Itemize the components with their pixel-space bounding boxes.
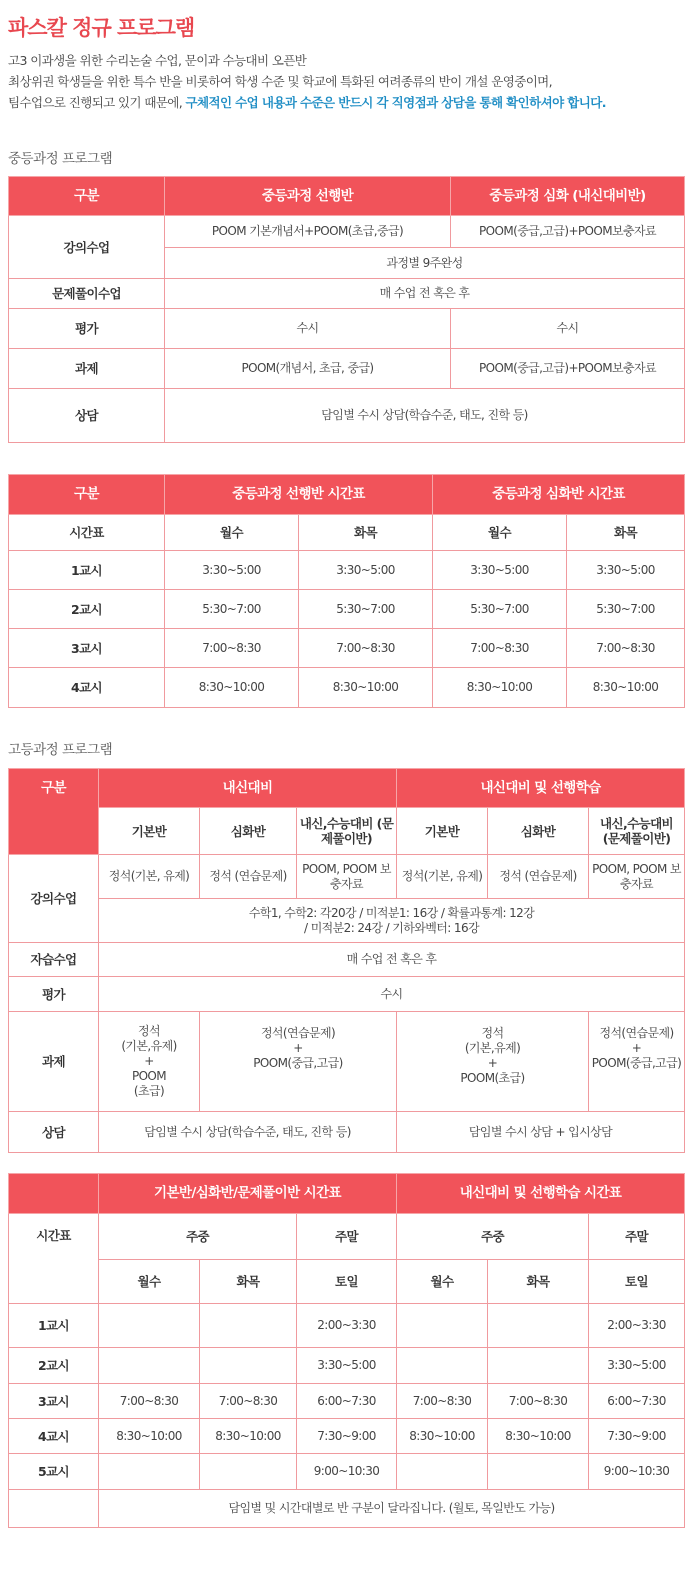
day-header: 화목: [200, 1260, 297, 1304]
period-label: 5교시: [9, 1454, 99, 1490]
cell-lecture-deep: POOM(중급,고급)+POOM보충자료: [451, 216, 685, 248]
time-cell: 7:30~9:00: [297, 1419, 397, 1454]
header-category: 구분: [9, 177, 165, 216]
hw-line: +: [293, 1041, 303, 1055]
weekend-header: 주말: [297, 1214, 397, 1260]
weekend-header: 주말: [589, 1214, 685, 1260]
cell-lecture-common: [99, 899, 685, 943]
cell-self-study: 매 수업 전 혹은 후: [99, 943, 685, 977]
intro-line-1: 고3 이과생을 위한 수리논술 수업, 문이과 수능대비 오픈반: [8, 53, 307, 68]
row-label-problem: 문제풀이수업: [9, 279, 165, 309]
time-cell: 7:00~8:30: [567, 629, 685, 668]
time-cell: 7:00~8:30: [488, 1384, 589, 1419]
time-cell: [99, 1304, 200, 1348]
time-cell: 7:30~9:00: [589, 1419, 685, 1454]
time-cell: 7:00~8:30: [299, 629, 433, 668]
cell-homework-2: [200, 1012, 397, 1112]
period-label: 1교시: [9, 551, 165, 590]
day-header: 월수: [165, 515, 299, 551]
table-row: [9, 1454, 685, 1490]
row-label-schedule: 시간표: [9, 1214, 99, 1304]
cell-eval-deep: 수시: [451, 309, 685, 349]
time-cell: [397, 1304, 488, 1348]
time-cell: 3:30~5:00: [589, 1348, 685, 1384]
time-cell: [200, 1304, 297, 1348]
high-program-table: [8, 768, 685, 1153]
time-cell: 9:00~10:30: [297, 1454, 397, 1490]
weekday-header: 주중: [99, 1214, 297, 1260]
day-header: 화목: [567, 515, 685, 551]
time-cell: 3:30~5:00: [567, 551, 685, 590]
hw-line: 정석: [138, 1024, 160, 1038]
period-label: 2교시: [9, 1348, 99, 1384]
row-label-lecture: 강의수업: [9, 216, 165, 279]
cell-homework-advance: POOM(개념서, 초급, 중급): [165, 349, 451, 389]
time-cell: [99, 1454, 200, 1490]
time-cell: 8:30~10:00: [433, 668, 567, 708]
row-label-schedule: 시간표: [9, 515, 165, 551]
time-cell: [200, 1348, 297, 1384]
table-row: [9, 1384, 685, 1419]
time-cell: 5:30~7:00: [299, 590, 433, 629]
hw-line: POOM: [131, 1069, 167, 1083]
intro-highlight: 구체적인 수업 내용과 수준은 반드시 각 직영점과 상담을 통해 확인하셔야 합니다.: [185, 95, 606, 110]
cell-lecture: 정석(기본, 유제): [397, 855, 488, 899]
row-label-consult: 상담: [9, 389, 165, 443]
weekday-header: 주중: [397, 1214, 589, 1260]
period-label: 4교시: [9, 1419, 99, 1454]
sub-header-basic: 기본반: [397, 808, 488, 855]
row-label-homework: 과제: [9, 349, 165, 389]
intro-line-2: 최상위권 학생들을 위한 특수 반을 비롯하여 학생 수준 및 학교에 특화된 여려종류의 반이 개설 운영중이며,: [8, 74, 553, 89]
header-middle-advance-schedule: 중등과정 선행반 시간표: [165, 475, 433, 515]
table-row: [9, 1304, 685, 1348]
cell-lecture-advance: POOM 기본개념서+POOM(초급,중급): [165, 216, 451, 248]
intro-line-3: [8, 92, 698, 113]
time-cell: [397, 1348, 488, 1384]
intro-line-3-text: 팀수업으로 진행되고 있기 때문에,: [8, 95, 186, 110]
time-cell: 3:30~5:00: [433, 551, 567, 590]
time-cell: 6:00~7:30: [297, 1384, 397, 1419]
time-cell: 7:00~8:30: [200, 1384, 297, 1419]
time-cell: 8:30~10:00: [488, 1419, 589, 1454]
header-middle-deep-schedule: 중등과정 심화반 시간표: [433, 475, 685, 515]
middle-section-title: 중등과정 프로그램: [8, 151, 113, 167]
time-cell: [397, 1454, 488, 1490]
row-label-homework: 과제: [9, 1012, 99, 1112]
header-middle-advance: 중등과정 선행반: [165, 177, 451, 216]
hw-line: 정석: [481, 1026, 504, 1040]
time-cell: 8:30~10:00: [165, 668, 299, 708]
hw-line: (기본,유제): [121, 1039, 177, 1053]
cell-eval: 수시: [99, 977, 685, 1012]
time-cell: 7:00~8:30: [99, 1384, 200, 1419]
time-cell: [488, 1304, 589, 1348]
cell-homework-deep: POOM(중급,고급)+POOM보충자료: [451, 349, 685, 389]
time-cell: [200, 1454, 297, 1490]
cell-consult-a: 담임별 수시 상담(학습수준, 태도, 진학 등): [99, 1112, 397, 1153]
lecture-common-line-1: 수학1, 수학2: 각20강 / 미적분1: 16강 / 확률과통계: 12강: [248, 905, 535, 920]
day-header: 화목: [488, 1260, 589, 1304]
table-row: [9, 1419, 685, 1454]
sub-header-problem: 내신,수능대비 (문제풀이반): [297, 808, 397, 855]
cell-eval-advance: 수시: [165, 309, 451, 349]
sub-header-basic: 기본반: [99, 808, 200, 855]
row-label-self-study: 자습수업: [9, 943, 99, 977]
header-naesin-advance: 내신대비 및 선행학습: [397, 769, 685, 808]
time-cell: 5:30~7:00: [567, 590, 685, 629]
sub-header-deep: 심화반: [200, 808, 297, 855]
row-label-lecture: 강의수업: [9, 855, 99, 943]
cell-lecture: 정석 (연습문제): [488, 855, 589, 899]
hw-line: POOM(중급,고급): [253, 1056, 343, 1070]
table-row: [9, 551, 685, 590]
sub-header-deep: 심화반: [488, 808, 589, 855]
row-label-eval: 평가: [9, 977, 99, 1012]
hw-line: +: [487, 1056, 498, 1070]
time-cell: 3:30~5:00: [297, 1348, 397, 1384]
hw-line: 정석(연습문제): [599, 1026, 674, 1040]
hw-line: 정석(연습문제): [260, 1026, 336, 1040]
time-cell: 8:30~10:00: [567, 668, 685, 708]
cell-consult: 담임별 수시 상담(학습수준, 태도, 진학 등): [165, 389, 685, 443]
note-empty: [9, 1490, 99, 1528]
cell-homework-1: [99, 1012, 200, 1112]
time-cell: 7:00~8:30: [433, 629, 567, 668]
header-middle-deep: 중등과정 심화 (내신대비반): [451, 177, 685, 216]
hw-line: POOM(초급): [460, 1071, 525, 1085]
hw-line: (초급): [133, 1084, 165, 1098]
day-header: 토일: [589, 1260, 685, 1304]
day-header: 월수: [397, 1260, 488, 1304]
time-cell: 3:30~5:00: [165, 551, 299, 590]
hw-line: (기본,유제): [464, 1041, 521, 1055]
intro-text: [8, 50, 698, 113]
header-advance-schedule: 내신대비 및 선행학습 시간표: [397, 1174, 685, 1214]
middle-program-table: [8, 176, 685, 443]
cell-homework-4: [589, 1012, 685, 1112]
cell-lecture: POOM, POOM 보충자료: [297, 855, 397, 899]
period-label: 1교시: [9, 1304, 99, 1348]
time-cell: 7:00~8:30: [165, 629, 299, 668]
time-cell: 8:30~10:00: [397, 1419, 488, 1454]
time-cell: 2:00~3:30: [589, 1304, 685, 1348]
hw-line: +: [631, 1041, 642, 1055]
table-row: [9, 668, 685, 708]
time-cell: 3:30~5:00: [299, 551, 433, 590]
day-header: 월수: [99, 1260, 200, 1304]
period-label: 3교시: [9, 1384, 99, 1419]
time-cell: [488, 1348, 589, 1384]
cell-consult-b: 담임별 수시 상담 + 입시상담: [397, 1112, 685, 1153]
period-label: 3교시: [9, 629, 165, 668]
cell-lecture: 정석(기본, 유제): [99, 855, 200, 899]
header-empty: [9, 1174, 99, 1214]
table-row: [9, 629, 685, 668]
time-cell: 8:30~10:00: [99, 1419, 200, 1454]
row-label-consult: 상담: [9, 1112, 99, 1153]
high-section-title: 고등과정 프로그램: [8, 742, 113, 758]
cell-homework-3: [397, 1012, 589, 1112]
time-cell: 6:00~7:30: [589, 1384, 685, 1419]
time-cell: 7:00~8:30: [397, 1384, 488, 1419]
time-cell: 2:00~3:30: [297, 1304, 397, 1348]
header-category: 구분: [9, 769, 99, 855]
time-cell: 8:30~10:00: [299, 668, 433, 708]
cell-lecture: POOM, POOM 보충자료: [589, 855, 685, 899]
cell-problem: 매 수업 전 혹은 후: [165, 279, 685, 309]
day-header: 화목: [299, 515, 433, 551]
table-row: [9, 590, 685, 629]
time-cell: 5:30~7:00: [165, 590, 299, 629]
time-cell: 5:30~7:00: [433, 590, 567, 629]
row-label-eval: 평가: [9, 309, 165, 349]
day-header: 토일: [297, 1260, 397, 1304]
high-schedule-table: [8, 1173, 685, 1528]
period-label: 4교시: [9, 668, 165, 708]
cell-lecture-common: 과정별 9주완성: [165, 248, 685, 279]
table-row: [9, 1348, 685, 1384]
header-basic-schedule: 기본반/심화반/문제풀이반 시간표: [99, 1174, 397, 1214]
cell-lecture: 정석 (연습문제): [200, 855, 297, 899]
page-title: 파스칼 정규 프로그램: [8, 16, 195, 40]
time-cell: [99, 1348, 200, 1384]
period-label: 2교시: [9, 590, 165, 629]
time-cell: 8:30~10:00: [200, 1419, 297, 1454]
lecture-common-line-2: / 미적분2: 24강 / 기하와벡터: 16강: [304, 920, 479, 935]
hw-line: POOM(중급,고급): [591, 1056, 682, 1070]
schedule-note: 담임별 및 시간대별로 반 구분이 달라집니다. (월토, 목일반도 가능): [99, 1490, 685, 1528]
time-cell: 9:00~10:30: [589, 1454, 685, 1490]
sub-header-problem: 내신,수능대비 (문제풀이반): [589, 808, 685, 855]
hw-line: +: [144, 1054, 154, 1068]
header-category: 구분: [9, 475, 165, 515]
day-header: 월수: [433, 515, 567, 551]
header-naesin: 내신대비: [99, 769, 397, 808]
middle-schedule-table: [8, 474, 685, 708]
time-cell: [488, 1454, 589, 1490]
